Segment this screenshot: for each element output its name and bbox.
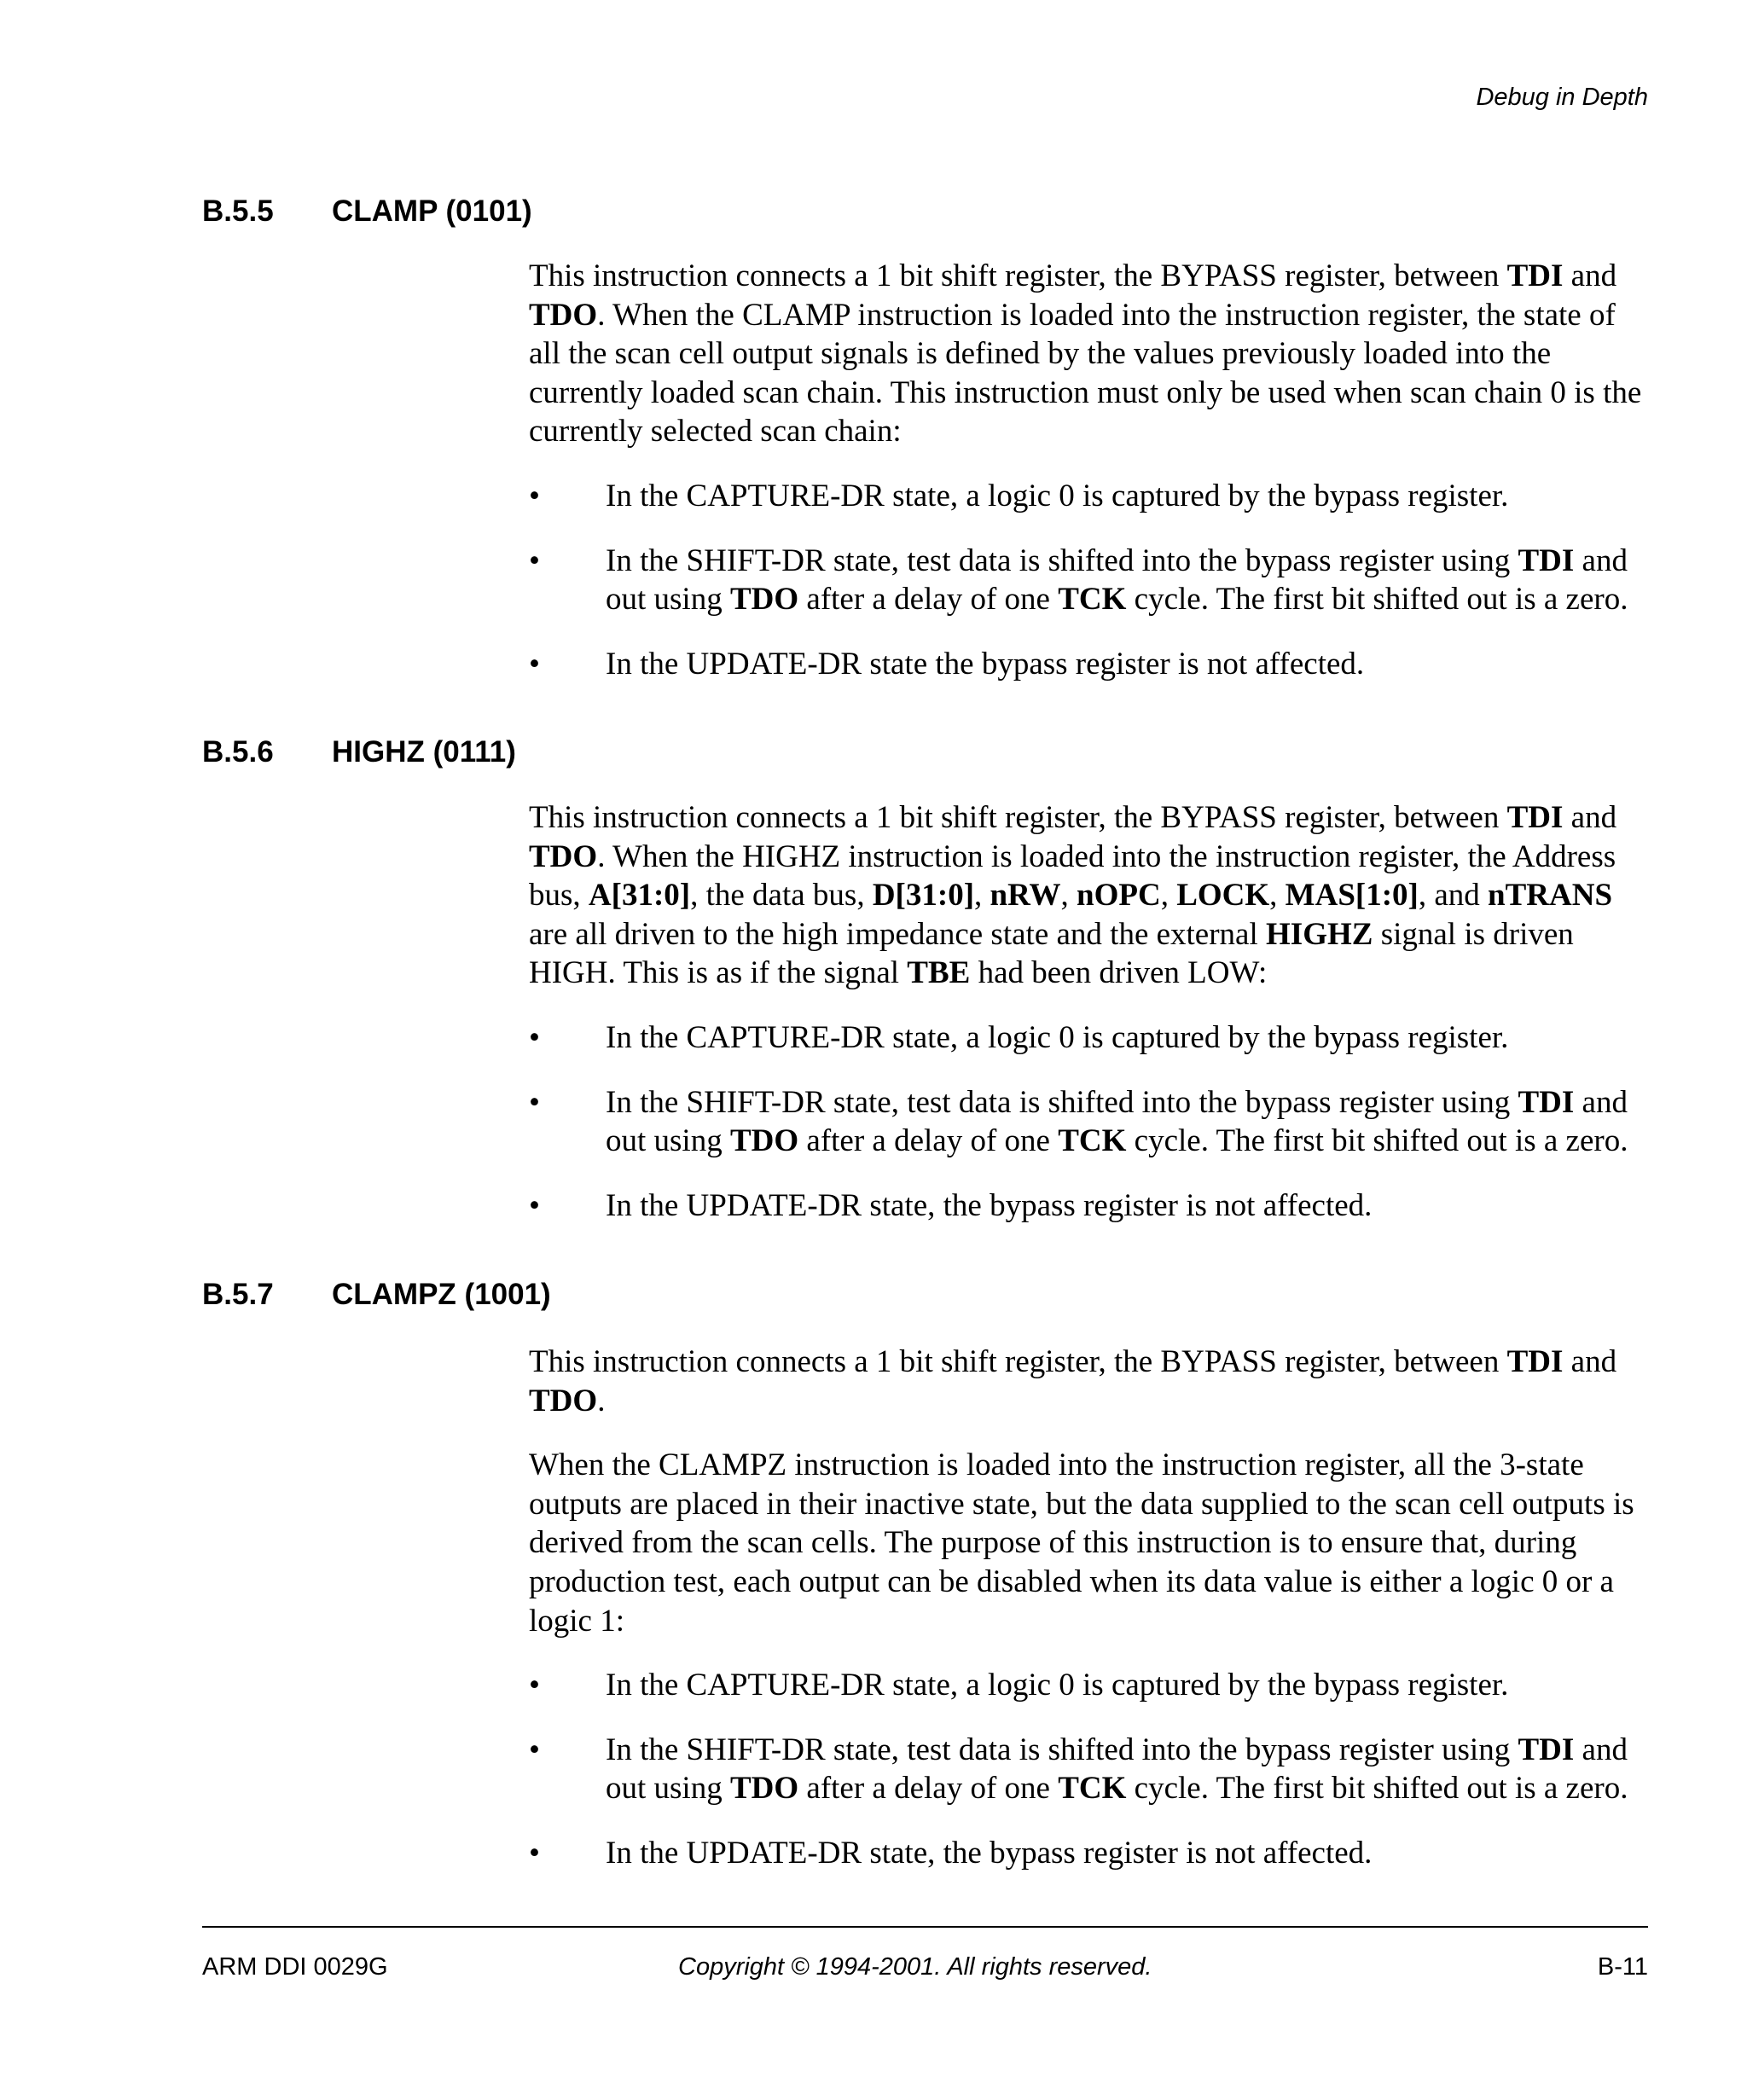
section-body-clampz: [529, 1343, 1651, 1899]
list-item: • In the UPDATE-DR state the bypass register is not affected.: [529, 645, 1651, 684]
section-number: B.5.7: [202, 1278, 274, 1311]
list-item: • In the SHIFT-DR state, test data is shifted into the bypass register using TDI and out using TDO after a delay of one TCK cycle. The first bit shifted out is a zero.: [529, 1732, 1628, 1807]
list-item: • In the CAPTURE-DR state, a logic 0 is captured by the bypass register.: [529, 477, 1651, 516]
paragraph: This instruction connects a 1 bit shift register, the BYPASS register, between TDI and TDO. When the CLAMP instruction is loaded into the instruction register, the state of all the scan cell output signals is defined by the values previously loaded into the currently loaded scan chain. This instruction must only be used when scan chain 0 is the currently selected scan chain:: [529, 258, 1642, 450]
footer-copyright: Copyright © 1994-2001. All rights reserved.: [678, 1953, 1152, 1981]
section-number: B.5.6: [202, 735, 274, 769]
footer-doc-id: ARM DDI 0029G: [202, 1953, 388, 1981]
bullet-icon: •: [529, 1019, 540, 1055]
running-header: Debug in Depth: [1476, 84, 1648, 111]
bullet-icon: •: [529, 542, 540, 578]
bullet-list: [529, 1666, 1651, 1872]
section-title: HIGHZ (0111): [332, 735, 516, 769]
list-item: • In the UPDATE-DR state, the bypass register is not affected.: [529, 1834, 1651, 1873]
paragraph: This instruction connects a 1 bit shift register, the BYPASS register, between TDI and TDO. When the HIGHZ instruction is loaded into the instruction register, the Address bus, A[31:0], the data bus, D[31:0], nRW, nOPC, LOCK, MAS[1:0], and nTRANS are all driven to the high impedance state and the external HIGHZ signal is driven HIGH. This is as if the signal TBE had been driven LOW:: [529, 800, 1617, 991]
section-title: CLAMP (0101): [332, 194, 532, 228]
bullet-list: [529, 477, 1651, 683]
paragraph: When the CLAMPZ instruction is loaded into the instruction register, all the 3-state outputs are placed in their inactive state, but the data supplied to the scan cell outputs is derived from the scan cells. The purpose of this instruction is to ensure that, during production test, each output can be disabled when its data value is either a logic 0 or a logic 1:: [529, 1447, 1634, 1639]
section-body-clamp: [529, 257, 1651, 709]
section-number: B.5.5: [202, 194, 274, 228]
list-item: • In the CAPTURE-DR state, a logic 0 is captured by the bypass register.: [529, 1018, 1651, 1058]
bullet-icon: •: [529, 478, 540, 513]
section-heading-highz: [202, 735, 516, 769]
bullet-list: [529, 1018, 1651, 1225]
section-body-highz: [529, 798, 1651, 1250]
list-item: • In the SHIFT-DR state, test data is shifted into the bypass register using TDI and out using TDO after a delay of one TCK cycle. The first bit shifted out is a zero.: [529, 1084, 1628, 1159]
bullet-icon: •: [529, 1732, 540, 1767]
bullet-icon: •: [529, 1187, 540, 1223]
section-heading-clampz: [202, 1278, 551, 1312]
bullet-icon: •: [529, 1668, 540, 1703]
bullet-icon: •: [529, 646, 540, 682]
list-item: • In the CAPTURE-DR state, a logic 0 is captured by the bypass register.: [529, 1666, 1651, 1705]
footer-divider: [202, 1926, 1648, 1928]
list-item: • In the SHIFT-DR state, test data is shifted into the bypass register using TDI and out using TDO after a delay of one TCK cycle. The first bit shifted out is a zero.: [529, 542, 1628, 618]
section-heading-clamp: [202, 194, 532, 229]
footer-page-number: B-11: [1597, 1953, 1648, 1981]
list-item: • In the UPDATE-DR state, the bypass register is not affected.: [529, 1186, 1651, 1226]
bullet-icon: •: [529, 1835, 540, 1871]
paragraph: This instruction connects a 1 bit shift register, the BYPASS register, between TDI and TDO.: [529, 1344, 1617, 1418]
bullet-icon: •: [529, 1084, 540, 1120]
section-title: CLAMPZ (1001): [332, 1278, 551, 1311]
